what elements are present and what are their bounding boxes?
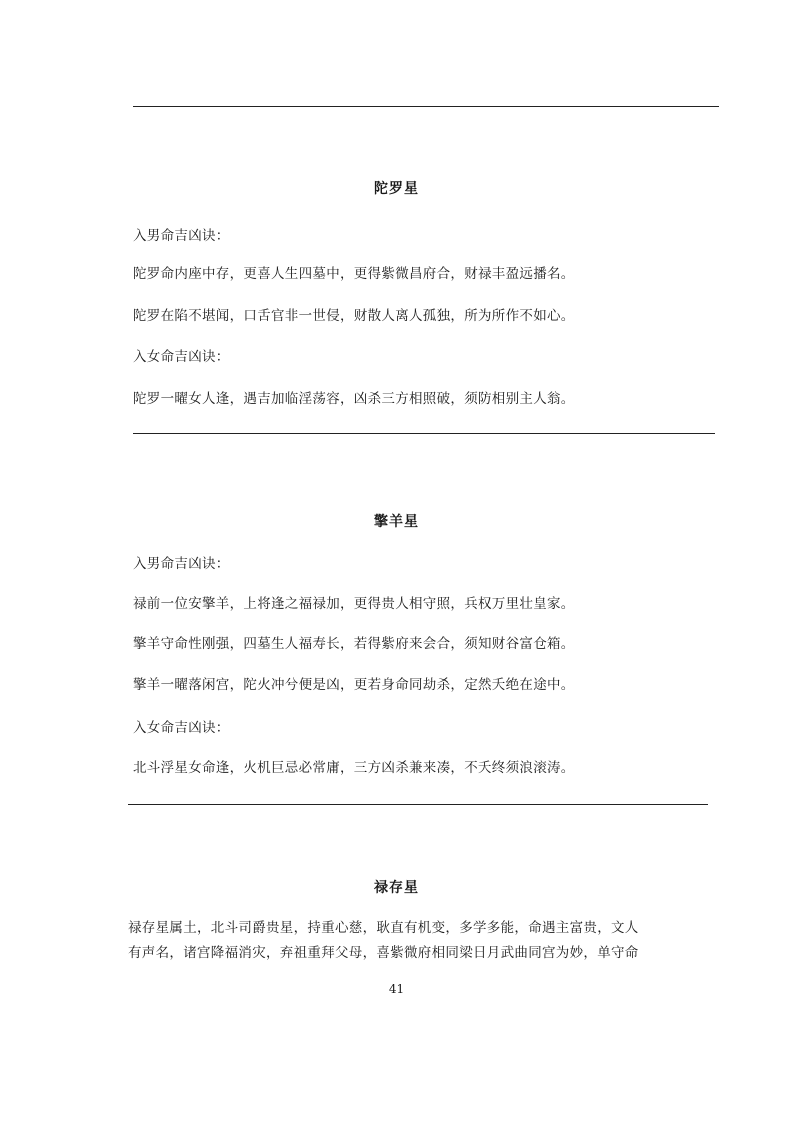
tuoluo-line-2: 陀罗命内座中存，更喜人生四墓中，更得紫微昌府合，财禄丰盈远播名。: [133, 266, 575, 282]
tuoluo-line-4: 入女命吉凶诀：: [133, 349, 230, 365]
tuoluo-line-3: 陀罗在陷不堪闻，口舌官非一世侵，财散人离人孤独，所为所作不如心。: [133, 308, 575, 324]
tuoluo-line-5: 陀罗一曜女人逢，遇吉加临淫荡容，凶杀三方相照破，须防相别主人翁。: [133, 391, 575, 407]
qingyang-line-4: 擎羊一曜落闲宫，陀火冲兮便是凶，更若身命同劫杀，定然夭绝在途中。: [133, 677, 575, 693]
lucun-line-2: 有声名，诸宫降福消灾，弃祖重拜父母，喜紫微府相同梁日月武曲同宫为妙，单守命: [128, 945, 639, 961]
section-title-qingyang: 擎羊星: [374, 514, 419, 530]
page-number: 41: [388, 982, 405, 996]
qingyang-line-2: 禄前一位安擎羊，上将逢之福禄加，更得贵人相守照，兵权万里壮皇家。: [133, 596, 575, 612]
section-title-lucun: 禄存星: [374, 880, 419, 896]
lucun-line-1: 禄存星属土，北斗司爵贵星，持重心慈，耿直有机变，多学多能，命遇主富贵，文人: [128, 920, 639, 936]
qingyang-line-5: 入女命吉凶诀：: [133, 720, 230, 736]
divider-top: [133, 106, 719, 107]
qingyang-line-6: 北斗浮星女命逢，火机巨忌必常庸，三方凶杀兼来凑，不夭终须浪滚涛。: [133, 760, 575, 776]
section-title-tuoluo: 陀罗星: [374, 181, 419, 197]
divider-after-qingyang: [128, 804, 708, 805]
divider-after-tuoluo: [133, 433, 715, 434]
qingyang-line-1: 入男命吉凶诀：: [133, 556, 230, 572]
tuoluo-line-1: 入男命吉凶诀：: [133, 228, 230, 244]
qingyang-line-3: 擎羊守命性刚强，四墓生人福寿长，若得紫府来会合，须知财谷富仓箱。: [133, 636, 575, 652]
